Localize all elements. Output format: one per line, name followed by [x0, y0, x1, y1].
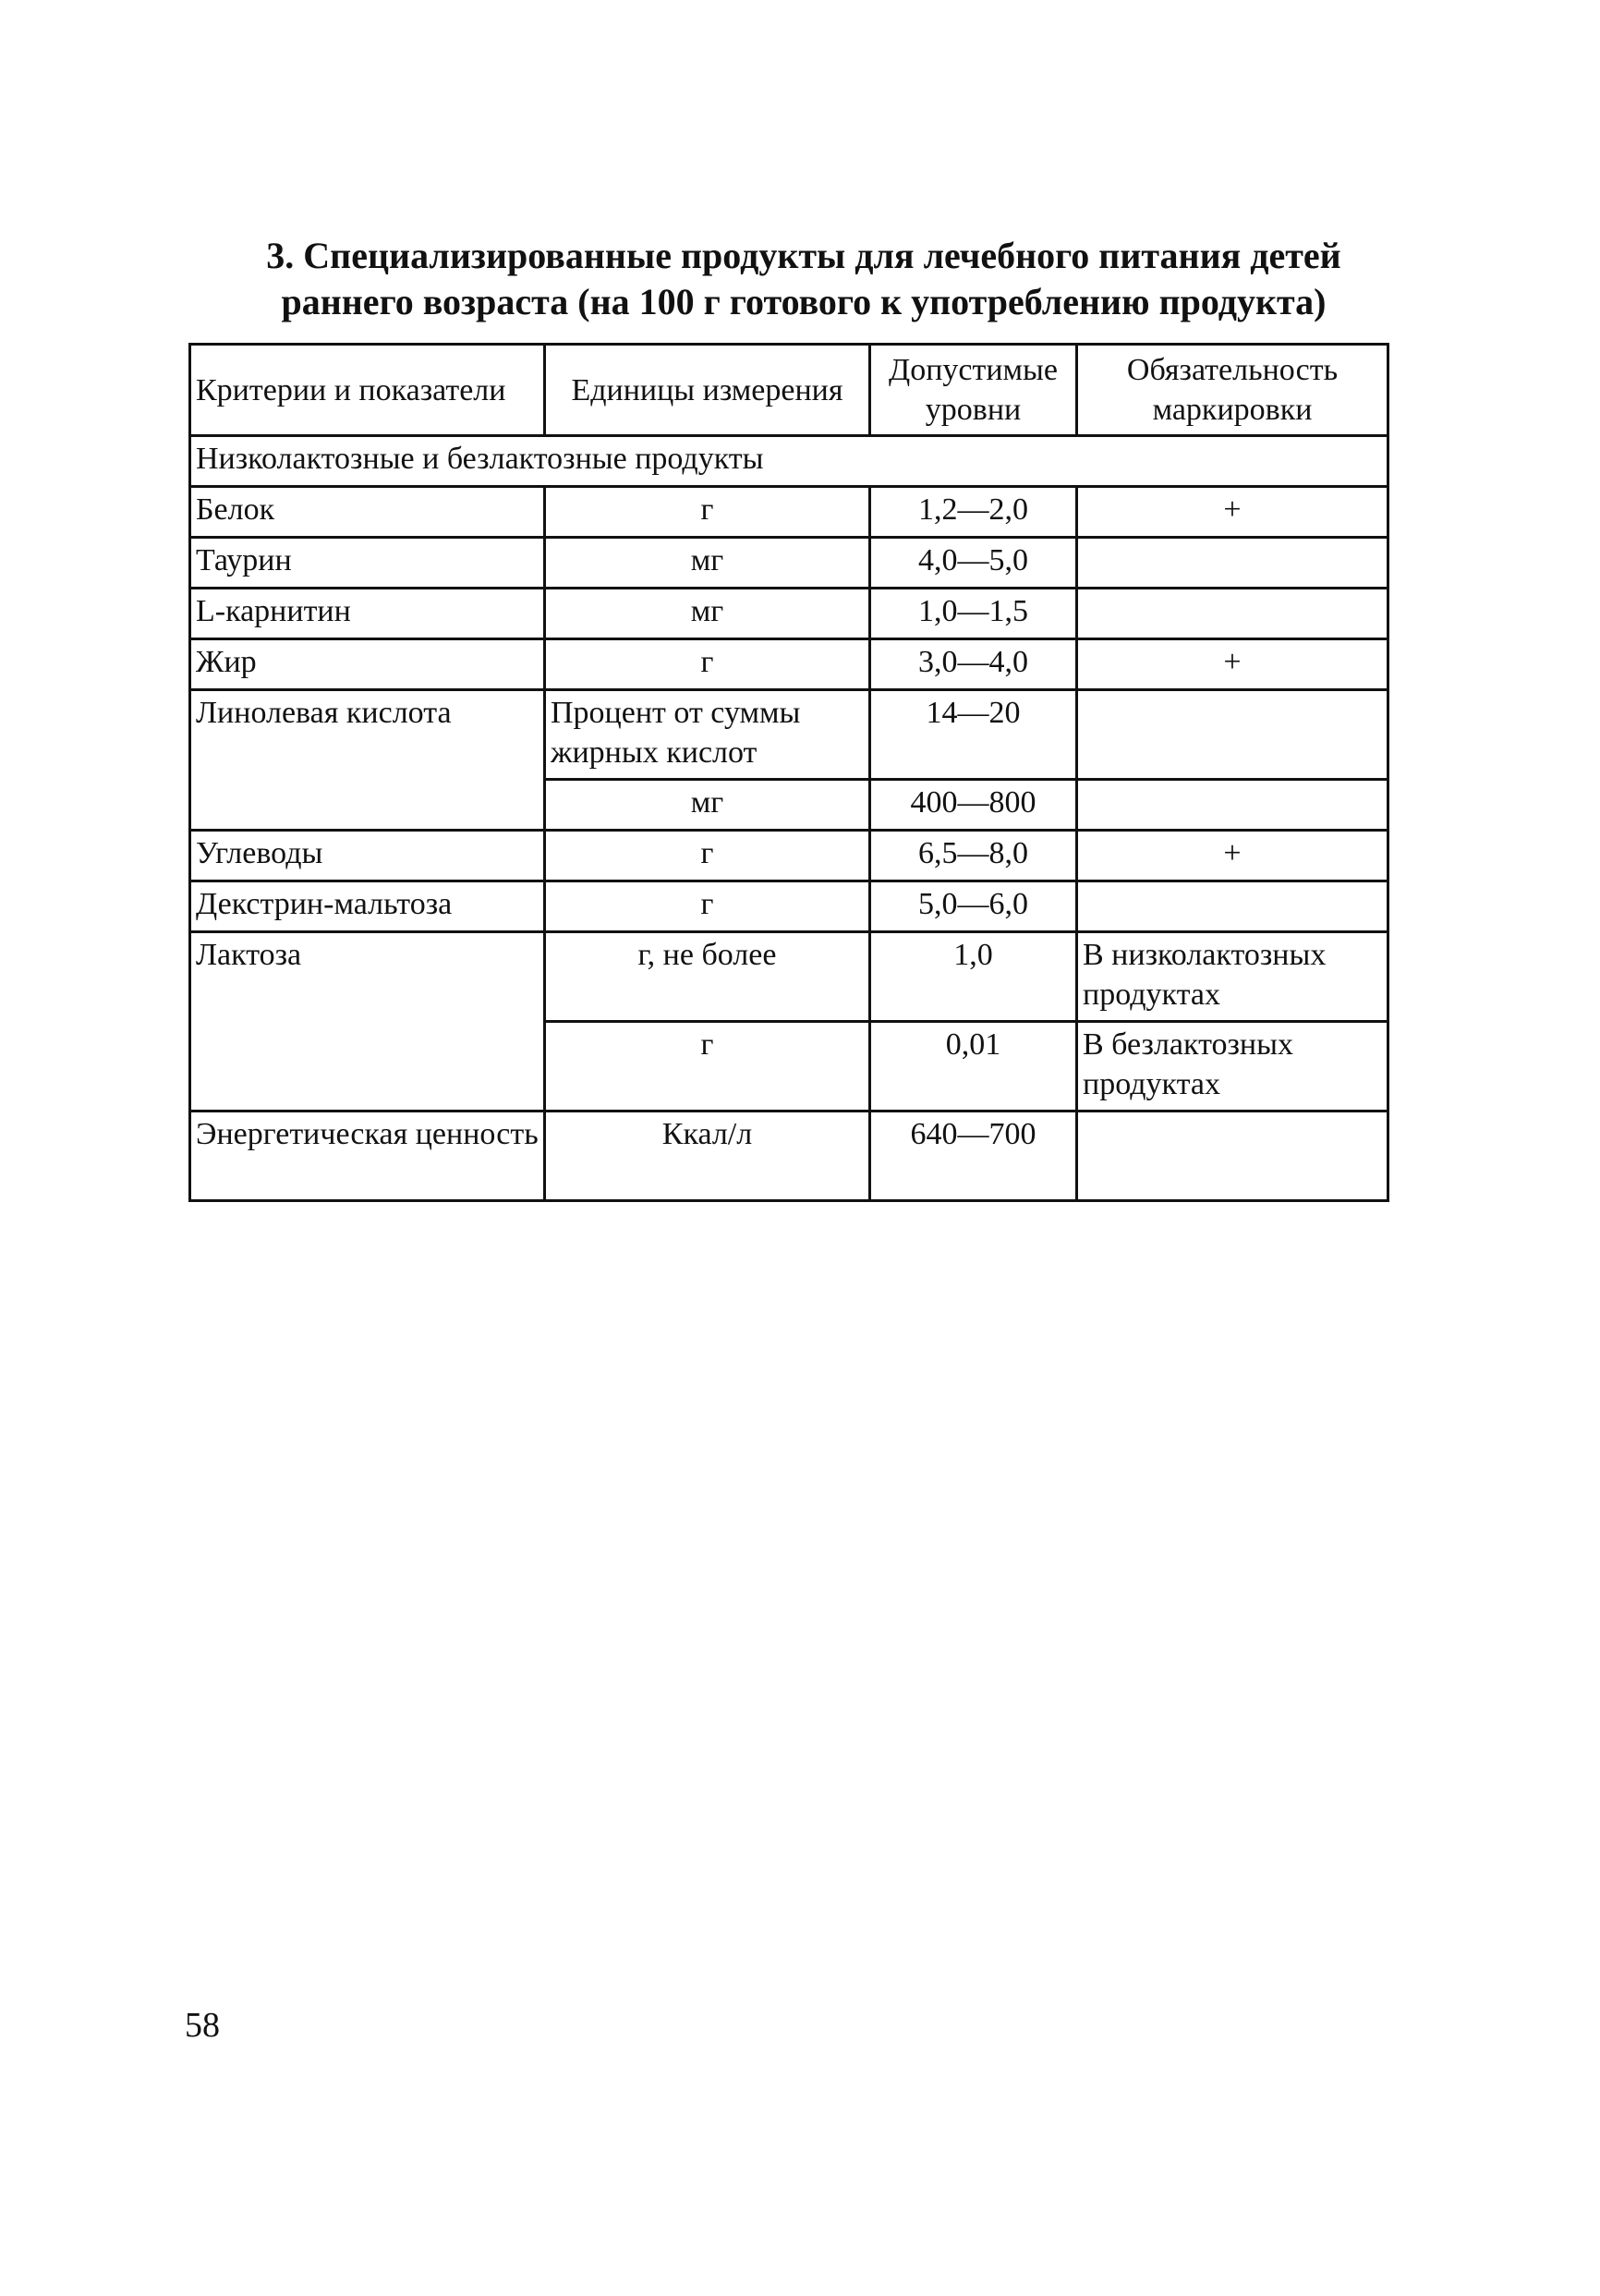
table-row: [190, 831, 1388, 881]
cell-criteria: Лактоза: [190, 932, 545, 1112]
cell-level: 14—20: [870, 690, 1077, 780]
cell-marking: +: [1077, 831, 1388, 881]
cell-marking: +: [1077, 487, 1388, 538]
document-title: [139, 233, 1469, 325]
cell-criteria: L-карнитин: [190, 589, 545, 639]
cell-marking: [1077, 1112, 1388, 1201]
table-row: [190, 538, 1388, 589]
header-units: Единицы измерения: [545, 345, 870, 436]
title-line-1: 3. Специализированные продукты для лечебного питания детей: [266, 235, 1341, 276]
cell-criteria: Таурин: [190, 538, 545, 589]
cell-marking: [1077, 881, 1388, 932]
cell-unit: Ккал/л: [545, 1112, 870, 1201]
cell-marking: В безлактозных продуктах: [1077, 1022, 1388, 1112]
cell-level: 1,0: [870, 932, 1077, 1022]
cell-unit: г: [545, 881, 870, 932]
table-header-row: [190, 345, 1388, 436]
cell-level: 640—700: [870, 1112, 1077, 1201]
cell-level: 400—800: [870, 780, 1077, 831]
cell-level: 4,0—5,0: [870, 538, 1077, 589]
cell-unit: мг: [545, 780, 870, 831]
table-row: [190, 881, 1388, 932]
cell-criteria: Декстрин-мальтоза: [190, 881, 545, 932]
table-row: [190, 690, 1388, 780]
cell-marking: [1077, 690, 1388, 780]
page-number: 58: [185, 2006, 220, 2045]
cell-unit: мг: [545, 589, 870, 639]
cell-unit: Процент от суммы жирных кислот: [545, 690, 870, 780]
cell-criteria: Углеводы: [190, 831, 545, 881]
cell-unit: г: [545, 639, 870, 690]
cell-level: 0,01: [870, 1022, 1077, 1112]
cell-unit: г: [545, 831, 870, 881]
cell-criteria: Белок: [190, 487, 545, 538]
cell-marking: [1077, 538, 1388, 589]
table-row: [190, 487, 1388, 538]
title-line-2: раннего возраста (на 100 г готового к употреблению продукта): [281, 281, 1327, 322]
cell-marking: В низколактозных продуктах: [1077, 932, 1388, 1022]
cell-unit: г: [545, 1022, 870, 1112]
header-marking: Обязательность маркировки: [1077, 345, 1388, 436]
table-row: [190, 589, 1388, 639]
cell-level: 3,0—4,0: [870, 639, 1077, 690]
cell-marking: [1077, 589, 1388, 639]
table-row: [190, 932, 1388, 1022]
table-section-row: [190, 436, 1388, 487]
cell-unit: г, не более: [545, 932, 870, 1022]
table-row: [190, 639, 1388, 690]
cell-level: 5,0—6,0: [870, 881, 1077, 932]
cell-criteria: Жир: [190, 639, 545, 690]
header-levels: Допустимые уровни: [870, 345, 1077, 436]
cell-marking: [1077, 780, 1388, 831]
table-row: [190, 1112, 1388, 1201]
header-criteria: Критерии и показатели: [190, 345, 545, 436]
cell-marking: +: [1077, 639, 1388, 690]
cell-criteria: Энергетическая ценность: [190, 1112, 545, 1201]
cell-level: 6,5—8,0: [870, 831, 1077, 881]
cell-unit: г: [545, 487, 870, 538]
cell-level: 1,2—2,0: [870, 487, 1077, 538]
specialized-products-table: [188, 343, 1389, 1202]
section-title: Низколактозные и безлактозные продукты: [190, 436, 1388, 487]
cell-level: 1,0—1,5: [870, 589, 1077, 639]
cell-criteria: Линолевая кислота: [190, 690, 545, 831]
cell-unit: мг: [545, 538, 870, 589]
